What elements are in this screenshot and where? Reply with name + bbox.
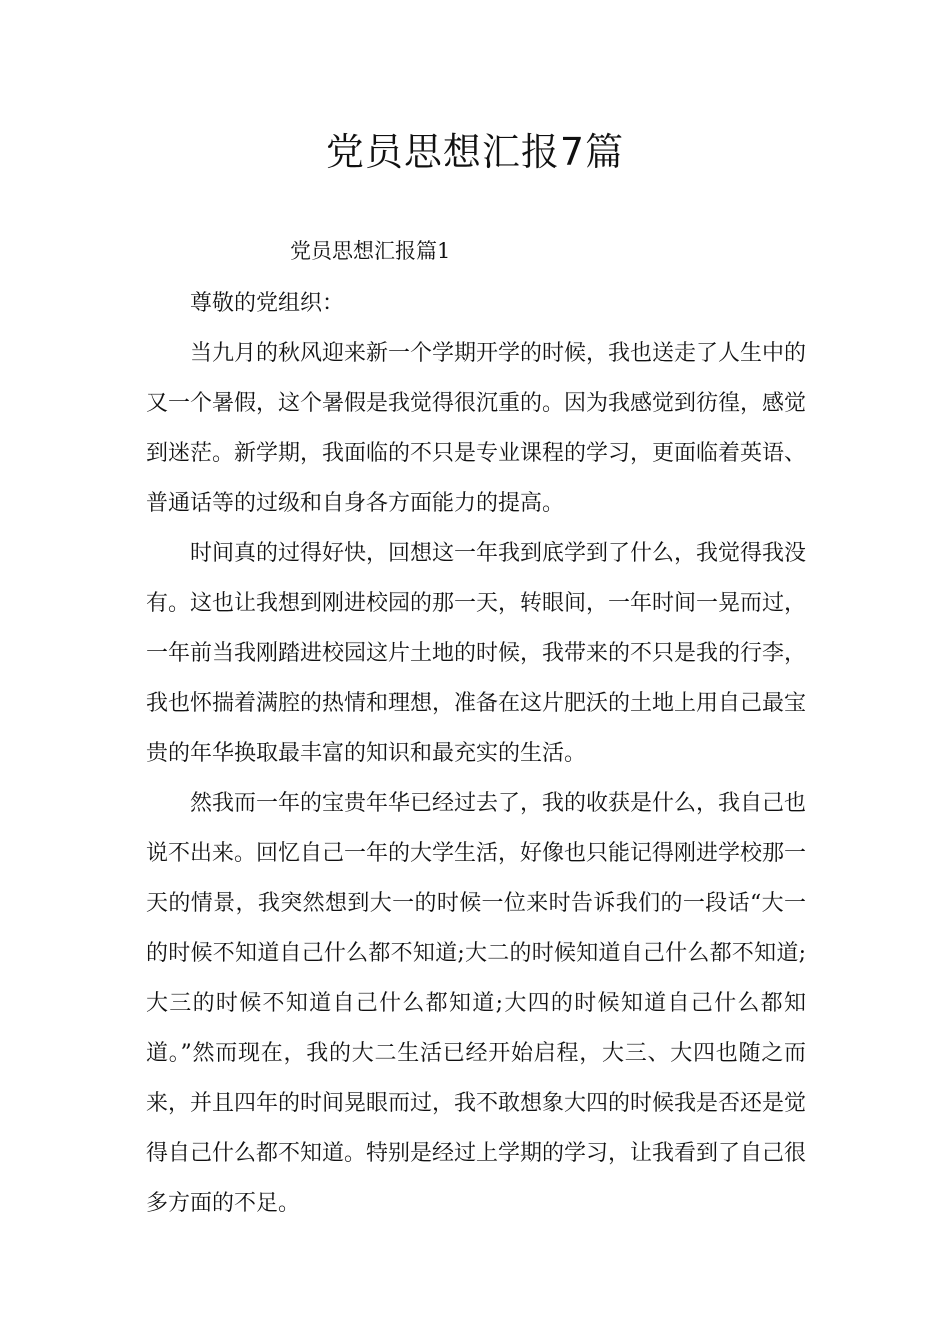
paragraph-2: 时间真的过得好快，回想这一年我到底学到了什么，我觉得我没有。这也让我想到刚进校园的那一天，转眼间，一年时间一晃而过，一年前当我刚踏进校园这片土地的时候，我带来的不只是我的行李，我也怀揣着满腔的热情和理想，准备在这片肥沃的土地上用自己最宝贵的年华换取最丰富的知识和最充实的生活。 (146, 541, 807, 766)
paragraph-3: 然我而一年的宝贵年华已经过去了，我的收获是什么，我自己也说不出来。回忆自己一年的大学生活，好像也只能记得刚进学校那一天的情景，我突然想到大一的时候一位来时告诉我们的一段话“大一的时候不知道自己什么都不知道;大二的时候知道自己什么都不知道;大三的时候不知道自己什么都知道;大四的时候知道自己什么都知道。”然而现在，我的大二生活已经开始启程，大三、大四也随之而来，并且四年的时间晃眼而过，我不敢想象大四的时候我是否还是觉得自己什么都不知道。特别是经过上学期的学习，让我看到了自己很多方面的不足。 (146, 791, 807, 1216)
section-heading: 党员思想汇报篇1 (290, 239, 451, 263)
document-title: 党员思想汇报7篇 (325, 130, 625, 174)
salutation: 尊敬的党组织： (190, 291, 345, 316)
document-body (146, 279, 806, 1229)
paragraph-1: 当九月的秋风迎来新一个学期开学的时候，我也送走了人生中的又一个暑假，这个暑假是我觉得很沉重的。因为我感觉到彷徨，感觉到迷茫。新学期，我面临的不只是专业课程的学习，更面临着英语、普通话等的过级和自身各方面能力的提高。 (146, 341, 807, 516)
